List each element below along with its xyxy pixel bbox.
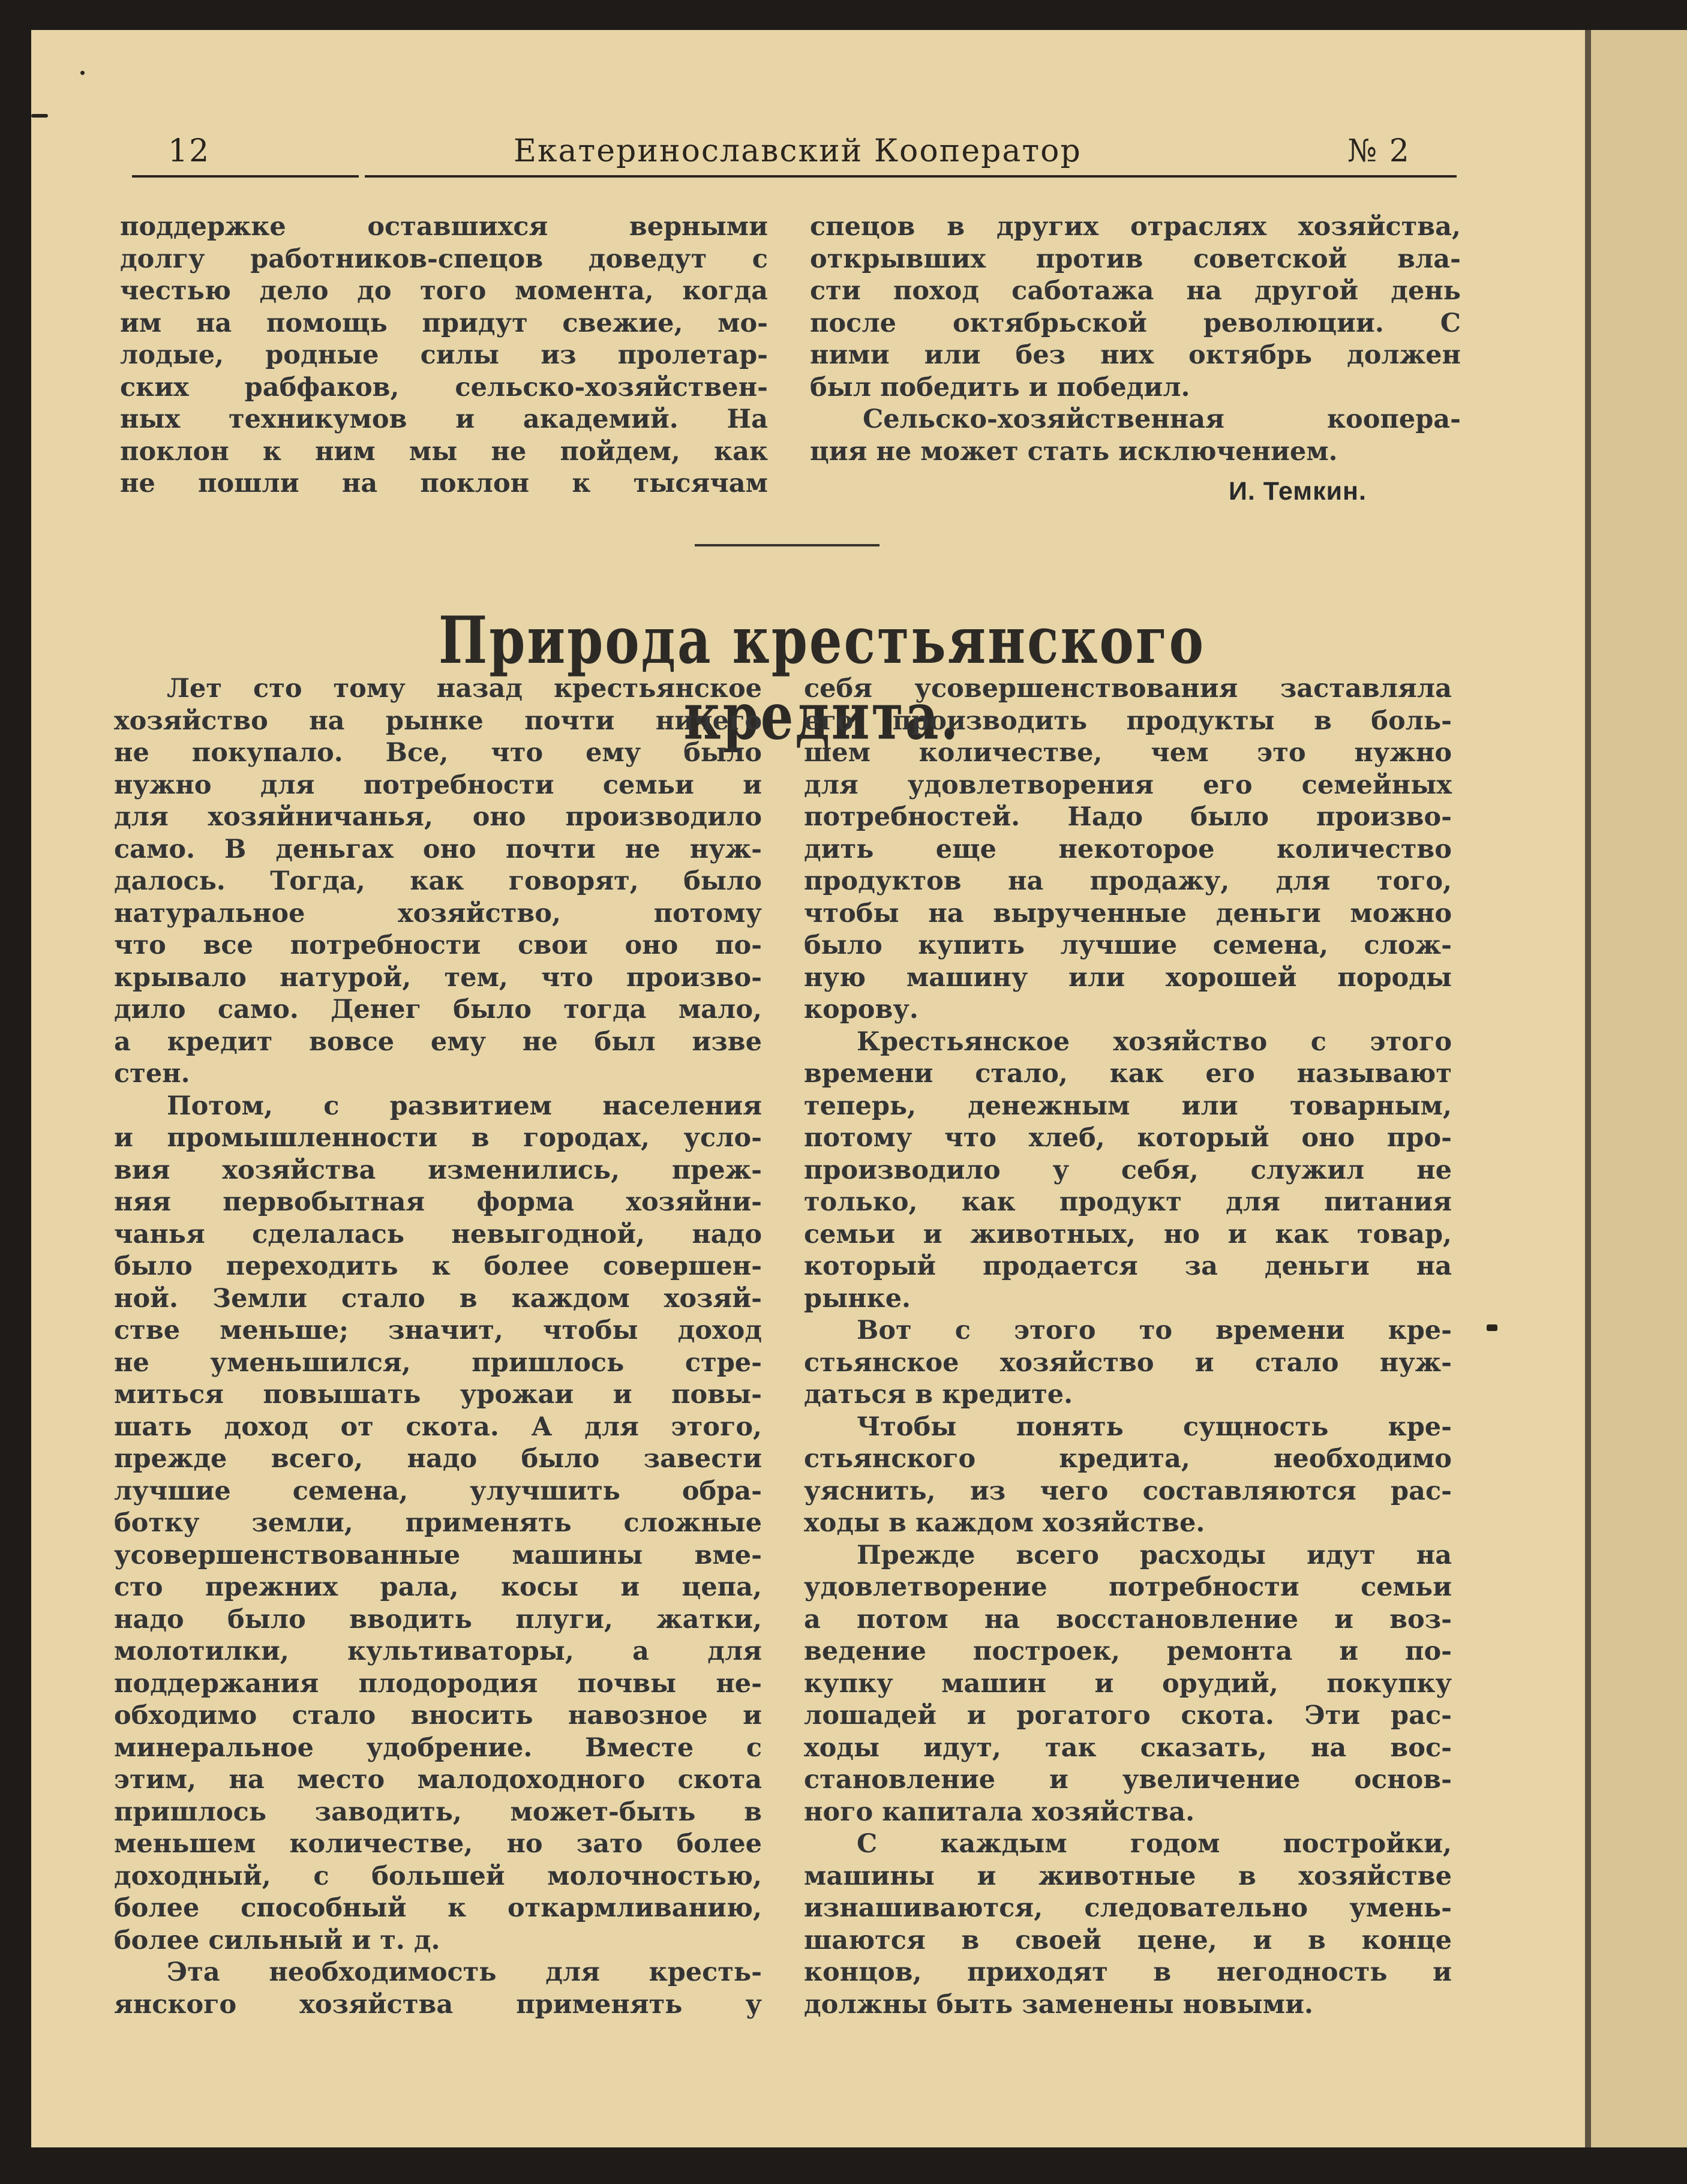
header-rule bbox=[365, 175, 1457, 178]
text-line: лодые, родные силы из пролетар- bbox=[120, 340, 768, 370]
text-line: концов, приходят в негодность и bbox=[804, 1957, 1452, 1987]
journal-title: Екатеринославский Кооператор bbox=[514, 133, 1082, 169]
text-line: был победить и победил. bbox=[810, 372, 1190, 402]
text-line: производило у себя, служил не bbox=[804, 1155, 1452, 1185]
text-line: С каждым годом постройки, bbox=[857, 1829, 1452, 1859]
prev-article-left-column bbox=[120, 211, 768, 500]
text-line: и промышленности в городах, усло- bbox=[114, 1123, 762, 1153]
text-line: ция не может стать исключением. bbox=[810, 436, 1338, 467]
text-line: Лет сто тому назад крестьянское bbox=[167, 674, 762, 704]
text-line: Прежде всего расходы идут на bbox=[857, 1540, 1452, 1570]
text-line: не покупало. Все, что ему было bbox=[114, 738, 762, 768]
text-line: его производить продукты в боль- bbox=[804, 705, 1452, 736]
text-line: семьи и животных, но и как товар, bbox=[804, 1219, 1452, 1249]
text-line: уяснить, из чего составляются рас- bbox=[804, 1476, 1452, 1506]
text-line: а потом на восстановление и воз- bbox=[804, 1604, 1452, 1635]
text-line: молотилки, культиваторы, а для bbox=[114, 1636, 762, 1666]
text-line: даться в кредите. bbox=[804, 1380, 1073, 1410]
text-line: дило само. Денег было тогда мало, bbox=[114, 995, 762, 1025]
text-line: им на помощь придут свежие, мо- bbox=[120, 308, 768, 338]
text-line: должны быть заменены новыми. bbox=[804, 1989, 1313, 2020]
text-line: машины и животные в хозяйстве bbox=[804, 1861, 1452, 1891]
text-line: после октябрьской революции. С bbox=[810, 308, 1461, 338]
text-line: корову. bbox=[804, 995, 918, 1025]
text-line: для хозяйничанья, оно производило bbox=[114, 802, 762, 832]
text-line: ских рабфаков, сельско-хозяйствен- bbox=[120, 372, 768, 402]
text-line: становление и увеличение основ- bbox=[804, 1765, 1452, 1795]
ink-blot bbox=[1487, 1324, 1497, 1331]
text-line: изнашиваются, следовательно умень- bbox=[804, 1893, 1452, 1923]
text-line: теперь, денежным или товарным, bbox=[804, 1091, 1452, 1121]
text-line: лучшие семена, улучшить обра- bbox=[114, 1476, 762, 1506]
text-line: шем количестве, чем это нужно bbox=[804, 738, 1452, 768]
article-left-column bbox=[114, 673, 762, 2021]
issue-number: № 2 bbox=[1347, 133, 1410, 169]
text-line: шаются в своей цене, и в конце bbox=[804, 1925, 1452, 1955]
text-line: спецов в других отраслях хозяйства, bbox=[810, 212, 1461, 242]
text-line: поддержания плодородия почвы не- bbox=[114, 1668, 762, 1699]
text-line: сто прежних рала, косы и цепа, bbox=[114, 1572, 762, 1602]
text-line: прежде всего, надо было завести bbox=[114, 1444, 762, 1474]
text-line: минеральное удобрение. Вместе с bbox=[114, 1732, 762, 1763]
text-line: ходы идут, так сказать, на вос- bbox=[804, 1732, 1452, 1763]
text-line: ведение построек, ремонта и по- bbox=[804, 1636, 1452, 1666]
text-line: натуральное хозяйство, потому bbox=[114, 898, 762, 929]
book-gutter bbox=[1585, 30, 1591, 2147]
text-line: далось. Тогда, как говорят, было bbox=[114, 866, 762, 896]
text-line: надо было вводить плуги, жатки, bbox=[114, 1604, 762, 1635]
text-line: хозяйство на рынке почти ничего bbox=[114, 705, 762, 736]
page-number: 12 bbox=[168, 133, 211, 169]
text-line: чанья сделалась невыгодной, надо bbox=[114, 1219, 762, 1249]
text-line: было купить лучшие семена, слож- bbox=[804, 930, 1452, 960]
text-line: усовершенствованные машины вме- bbox=[114, 1540, 762, 1570]
article-right-column bbox=[804, 673, 1452, 2021]
text-line: более способный к откармливанию, bbox=[114, 1893, 762, 1923]
text-line: потребностей. Надо было произво- bbox=[804, 802, 1452, 832]
text-line: меньшем количестве, но зато более bbox=[114, 1829, 762, 1859]
text-line: стьянского кредита, необходимо bbox=[804, 1444, 1452, 1474]
article-author: И. Темкин. bbox=[1229, 477, 1367, 506]
text-line: Вот с этого то времени кре- bbox=[857, 1315, 1452, 1345]
text-line: стьянское хозяйство и стало нуж- bbox=[804, 1347, 1452, 1378]
text-line: вия хозяйства изменились, преж- bbox=[114, 1155, 762, 1185]
text-line: стен. bbox=[114, 1059, 190, 1089]
text-line: Потом, с развитием населения bbox=[167, 1091, 762, 1121]
text-line: потому что хлеб, который оно про- bbox=[804, 1123, 1452, 1153]
text-line: рынке. bbox=[804, 1283, 911, 1314]
article-title: Природа крестьянского кредита. bbox=[439, 603, 1205, 755]
header-rule-left bbox=[132, 175, 359, 178]
text-line: сти поход саботажа на другой день bbox=[810, 276, 1461, 306]
text-line: стве меньше; значит, чтобы доход bbox=[114, 1315, 762, 1345]
text-line: ного капитала хозяйства. bbox=[804, 1797, 1195, 1827]
text-line: доходный, с большей молочностью, bbox=[114, 1861, 762, 1891]
text-line: удовлетворение потребности семьи bbox=[804, 1572, 1452, 1602]
text-line: для удовлетворения его семейных bbox=[804, 770, 1452, 800]
text-line: ботку земли, применять сложные bbox=[114, 1508, 762, 1538]
text-line: Чтобы понять сущность кре- bbox=[857, 1411, 1452, 1442]
text-line: ных техникумов и академий. На bbox=[120, 404, 768, 434]
text-line: Крестьянское хозяйство с этого bbox=[857, 1026, 1452, 1057]
text-line: купку машин и орудий, покупку bbox=[804, 1668, 1452, 1699]
text-line: шать доход от скота. А для этого, bbox=[114, 1411, 762, 1442]
text-line: ними или без них октябрь должен bbox=[810, 340, 1461, 370]
article-divider bbox=[695, 544, 879, 546]
text-line: долгу работников-спецов доведут с bbox=[120, 244, 768, 274]
text-line: не пошли на поклон к тысячам bbox=[120, 468, 768, 498]
text-line: было переходить к более совершен- bbox=[114, 1251, 762, 1281]
text-line: ходы в каждом хозяйстве. bbox=[804, 1508, 1205, 1538]
text-line: поддержке оставшихся верными bbox=[120, 212, 768, 242]
text-line: лошадей и рогатого скота. Эти рас- bbox=[804, 1701, 1452, 1731]
text-line: Сельско-хозяйственная коопера- bbox=[863, 404, 1461, 434]
text-line: который продается за деньги на bbox=[804, 1251, 1452, 1281]
text-line: этим, на место малодоходного скота bbox=[114, 1765, 762, 1795]
text-line: ной. Земли стало в каждом хозяй- bbox=[114, 1283, 762, 1314]
text-line: себя усовершенствования заставляла bbox=[804, 674, 1452, 704]
text-line: что все потребности свои оно по- bbox=[114, 930, 762, 960]
text-line: времени стало, как его называют bbox=[804, 1059, 1452, 1089]
text-line: обходимо стало вносить навозное и bbox=[114, 1701, 762, 1731]
text-line: миться повышать урожаи и повы- bbox=[114, 1380, 762, 1410]
text-line: ную машину или хорошей породы bbox=[804, 962, 1452, 993]
text-line: продуктов на продажу, для того, bbox=[804, 866, 1452, 896]
text-line: само. В деньгах оно почти не нуж- bbox=[114, 834, 762, 864]
scan-speck bbox=[80, 71, 85, 75]
text-line: только, как продукт для питания bbox=[804, 1187, 1452, 1217]
text-line: не уменьшился, пришлось стре- bbox=[114, 1347, 762, 1378]
text-line: чтобы на вырученные деньги можно bbox=[804, 898, 1452, 929]
text-line: открывших против советской вла- bbox=[810, 244, 1461, 274]
text-line: няя первобытная форма хозяйни- bbox=[114, 1187, 762, 1217]
text-line: крывало натурой, тем, что произво- bbox=[114, 962, 762, 993]
adjacent-page-edge bbox=[1591, 30, 1687, 2147]
text-line: пришлось заводить, может-быть в bbox=[114, 1797, 762, 1827]
text-line: более сильный и т. д. bbox=[114, 1925, 440, 1955]
text-line: янского хозяйства применять у bbox=[114, 1989, 762, 2020]
text-line: а кредит вовсе ему не был изве bbox=[114, 1026, 762, 1057]
text-line: Эта необходимость для кресть- bbox=[167, 1957, 762, 1987]
prev-article-right-column bbox=[810, 211, 1461, 468]
text-line: честью дело до того момента, когда bbox=[120, 276, 768, 306]
text-line: нужно для потребности семьи и bbox=[114, 770, 762, 800]
text-line: поклон к ним мы не пойдем, как bbox=[120, 436, 768, 467]
text-line: дить еще некоторое количество bbox=[804, 834, 1452, 864]
scan-mark bbox=[31, 114, 48, 118]
